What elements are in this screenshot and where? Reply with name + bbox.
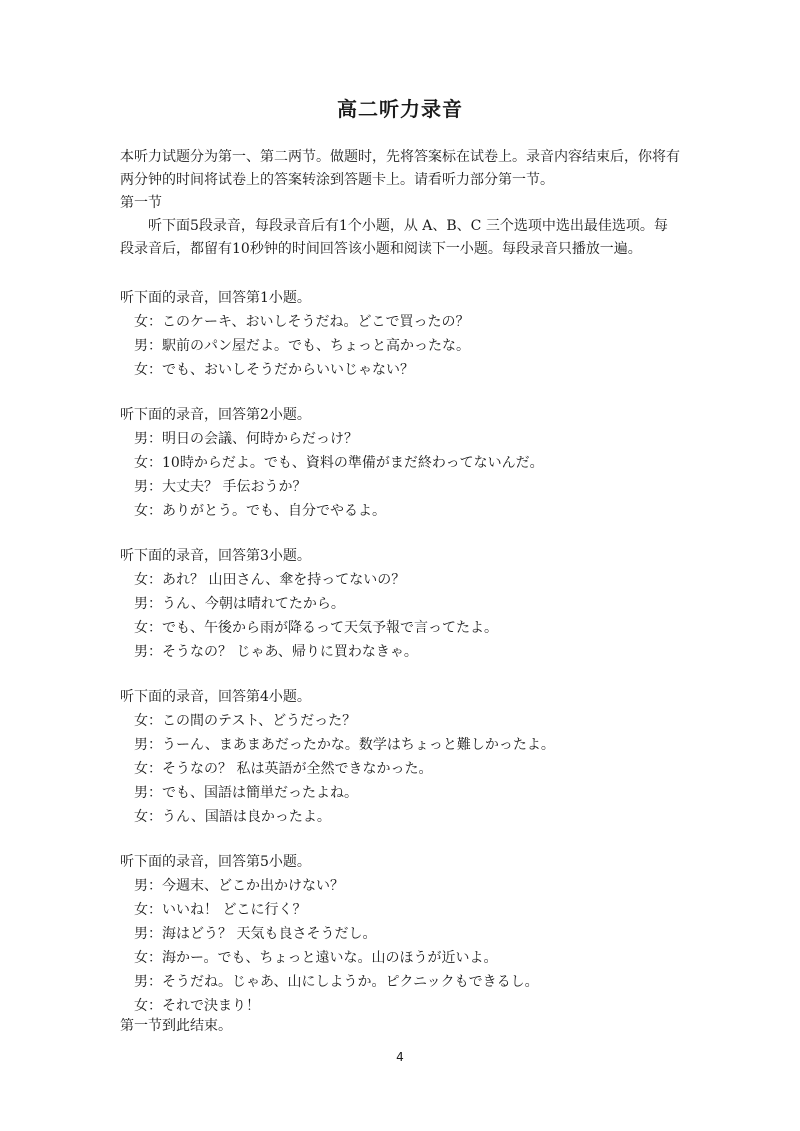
dialogue-line: 女：10時からだよ。でも、資料の準備がまだ終わってないんだ。: [134, 455, 544, 471]
page-title: 高二听力录音: [337, 97, 463, 121]
dialogue-line: 男：うん、今朝は晴れてたから。: [134, 596, 345, 612]
dialogue-line: 女：この間のテスト、どうだった？: [134, 713, 357, 729]
dialogue-line: 男：でも、国語は簡単だったよね。: [134, 785, 358, 801]
dialogue-line: 男：そうなの？ じゃあ、帰りに買わなきゃ。: [134, 644, 418, 660]
intro-block: [120, 146, 680, 261]
dialogue-line: 男：今週末、どこか出かけない？: [134, 878, 344, 894]
dialogue-line: 女：いいね！ どこに行く？: [134, 902, 307, 918]
dialogue-line: 女：海かー。でも、ちょっと遠いな。山のほうが近いよ。: [134, 950, 498, 966]
dialogue-line: 男：うーん、まあまあだったかな。数学はちょっと難しかったよ。: [134, 737, 555, 753]
intro-paragraph: 本听力试题分为第一、第二两节。做题时，先将答案标在试卷上。录音内容结束后，你将有两分钟的时间将试卷上的答案转涂到答题卡上。请看听力部分第一节。: [120, 149, 680, 188]
dialogue-line: 男：大丈夫？ 手伝おうか？: [134, 479, 307, 495]
dialogue-line: 男：そうだね。じゃあ、山にしようか。ピクニックもできるし。: [134, 974, 539, 990]
dialogue-line: 男：海はどう？ 天気も良さそうだし。: [134, 926, 377, 942]
dialogue-line: 女：そうなの？ 私は英語が全然できなかった。: [134, 761, 433, 777]
dialogue-section-1: [120, 287, 680, 382]
dialogue-section-2: [120, 404, 680, 523]
dialogue-line: 女：でも、おいしそうだからいいじゃない？: [134, 362, 414, 378]
section-end-text: 第一节到此结束。: [120, 1018, 232, 1034]
section-header: 听下面的录音，回答第5小题。: [120, 854, 311, 870]
page-number: 4: [396, 1050, 404, 1064]
dialogue-line: 女：それで決まり！: [134, 998, 260, 1014]
section-header: 听下面的录音，回答第1小题。: [120, 290, 311, 306]
dialogue-line: 男：明日の会議、何時からだっけ？: [134, 431, 358, 447]
dialogue-line: 女：うん、国語は良かったよ。: [134, 809, 331, 825]
dialogue-line: 女：でも、午後から雨が降るって天気予報で言ってたよ。: [134, 620, 498, 636]
dialogue-line: 女：このケーキ、おいしそうだね。どこで買ったの？: [134, 314, 470, 330]
dialogue-sections: [120, 287, 680, 1040]
dialogue-section-3: [120, 545, 680, 664]
dialogue-line: 女：ありがとう。でも、自分でやるよ。: [134, 503, 386, 519]
dialogue-section-5: [120, 851, 680, 1018]
dialogue-line: 男：駅前のパン屋だよ。でも、ちょっと高かったな。: [134, 338, 470, 354]
section-header: 听下面的录音，回答第4小题。: [120, 689, 311, 705]
section-header: 听下面的录音，回答第2小题。: [120, 407, 311, 423]
section-header: 听下面的录音，回答第3小题。: [120, 548, 311, 564]
dialogue-section-4: [120, 686, 680, 829]
instructions-paragraph: 听下面5段录音，每段录音后有1个小题，从 A、B、C 三个选项中选出最佳选项。每段录音后，都留有10秒钟的时间回答该小题和阅读下一小题。每段录音只播放一遍。: [120, 218, 668, 257]
section-label: 第一节: [120, 195, 162, 211]
dialogue-line: 女：あれ？ 山田さん、傘を持ってないの？: [134, 572, 406, 588]
